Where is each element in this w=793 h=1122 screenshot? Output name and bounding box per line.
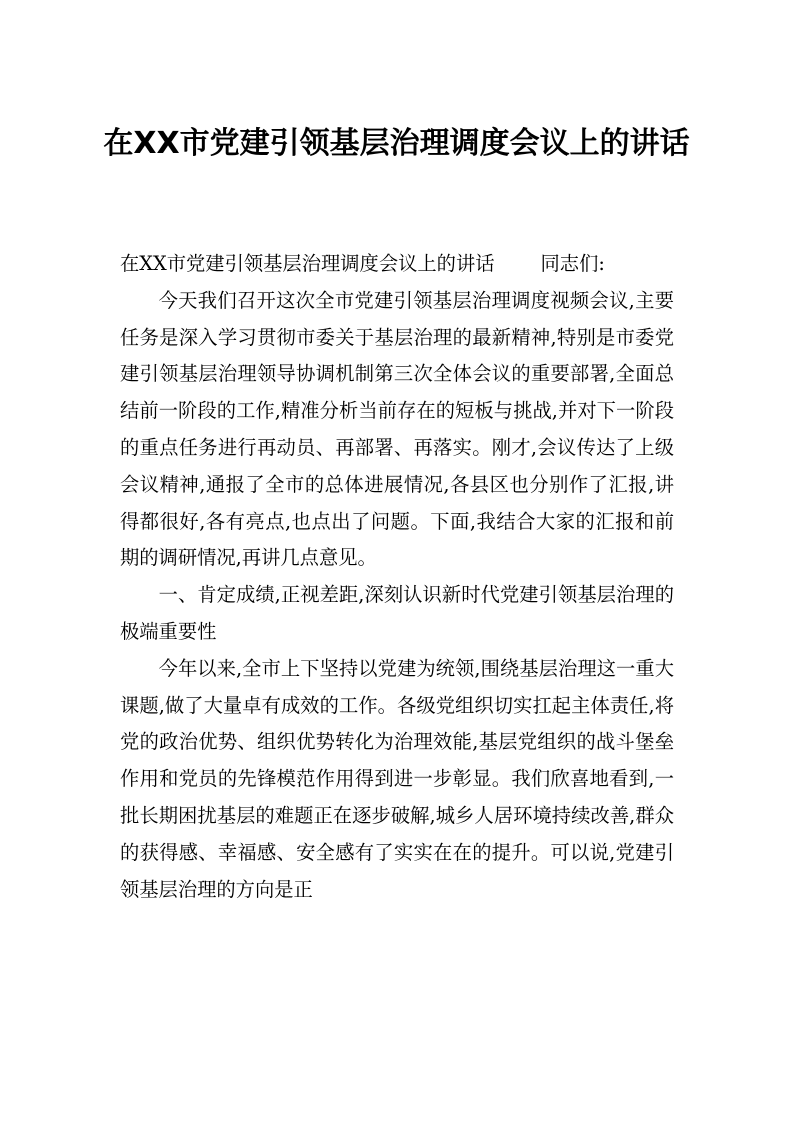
document-title: 在XX市党建引领基层治理调度会议上的讲话 [103, 126, 690, 161]
section-heading-1: 一、肯定成绩,正视差距,深刻认识新时代党建引领基层治理的极端重要性 [120, 583, 674, 643]
salutation: 同志们: [540, 252, 605, 275]
document-body [120, 246, 674, 908]
paragraph-opening: 今天我们召开这次全市党建引领基层治理调度视频会议,主要任务是深入学习贯彻市委关于基层治理的最新精神,特别是市委党建引领基层治理领导协调机制第三次全体会议的重要部署,全面总结前一阶段的工作,精准分析当前存在的短板与挑战,并对下一阶段的重点任务进行再动员、再部署、再落实。刚才,会议传达了上级会议精神,通报了全市的总体进展情况,各县区也分别作了汇报,讲得都很好,各有亮点,也点出了问题。下面,我结合大家的汇报和前期的调研情况,再讲几点意见。 [120, 288, 674, 570]
intro-title: 在XX市党建引领基层治理调度会议上的讲话 [120, 252, 495, 275]
paragraph-achievements: 今年以来,全市上下坚持以党建为统领,围绕基层治理这一重大课题,做了大量卓有成效的工作。各级党组织切实扛起主体责任,将党的政治优势、组织优势转化为治理效能,基层党组织的战斗堡垒作用和党员的先锋模范作用得到进一步彰显。我们欣喜地看到,一批长期困扰基层的难题正在逐步破解,城乡人居环境持续改善,群众的获得感、幸福感、安全感有了实实在在的提升。可以说,党建引领基层治理的方向是正 [120, 656, 674, 901]
intro-line [120, 246, 674, 283]
